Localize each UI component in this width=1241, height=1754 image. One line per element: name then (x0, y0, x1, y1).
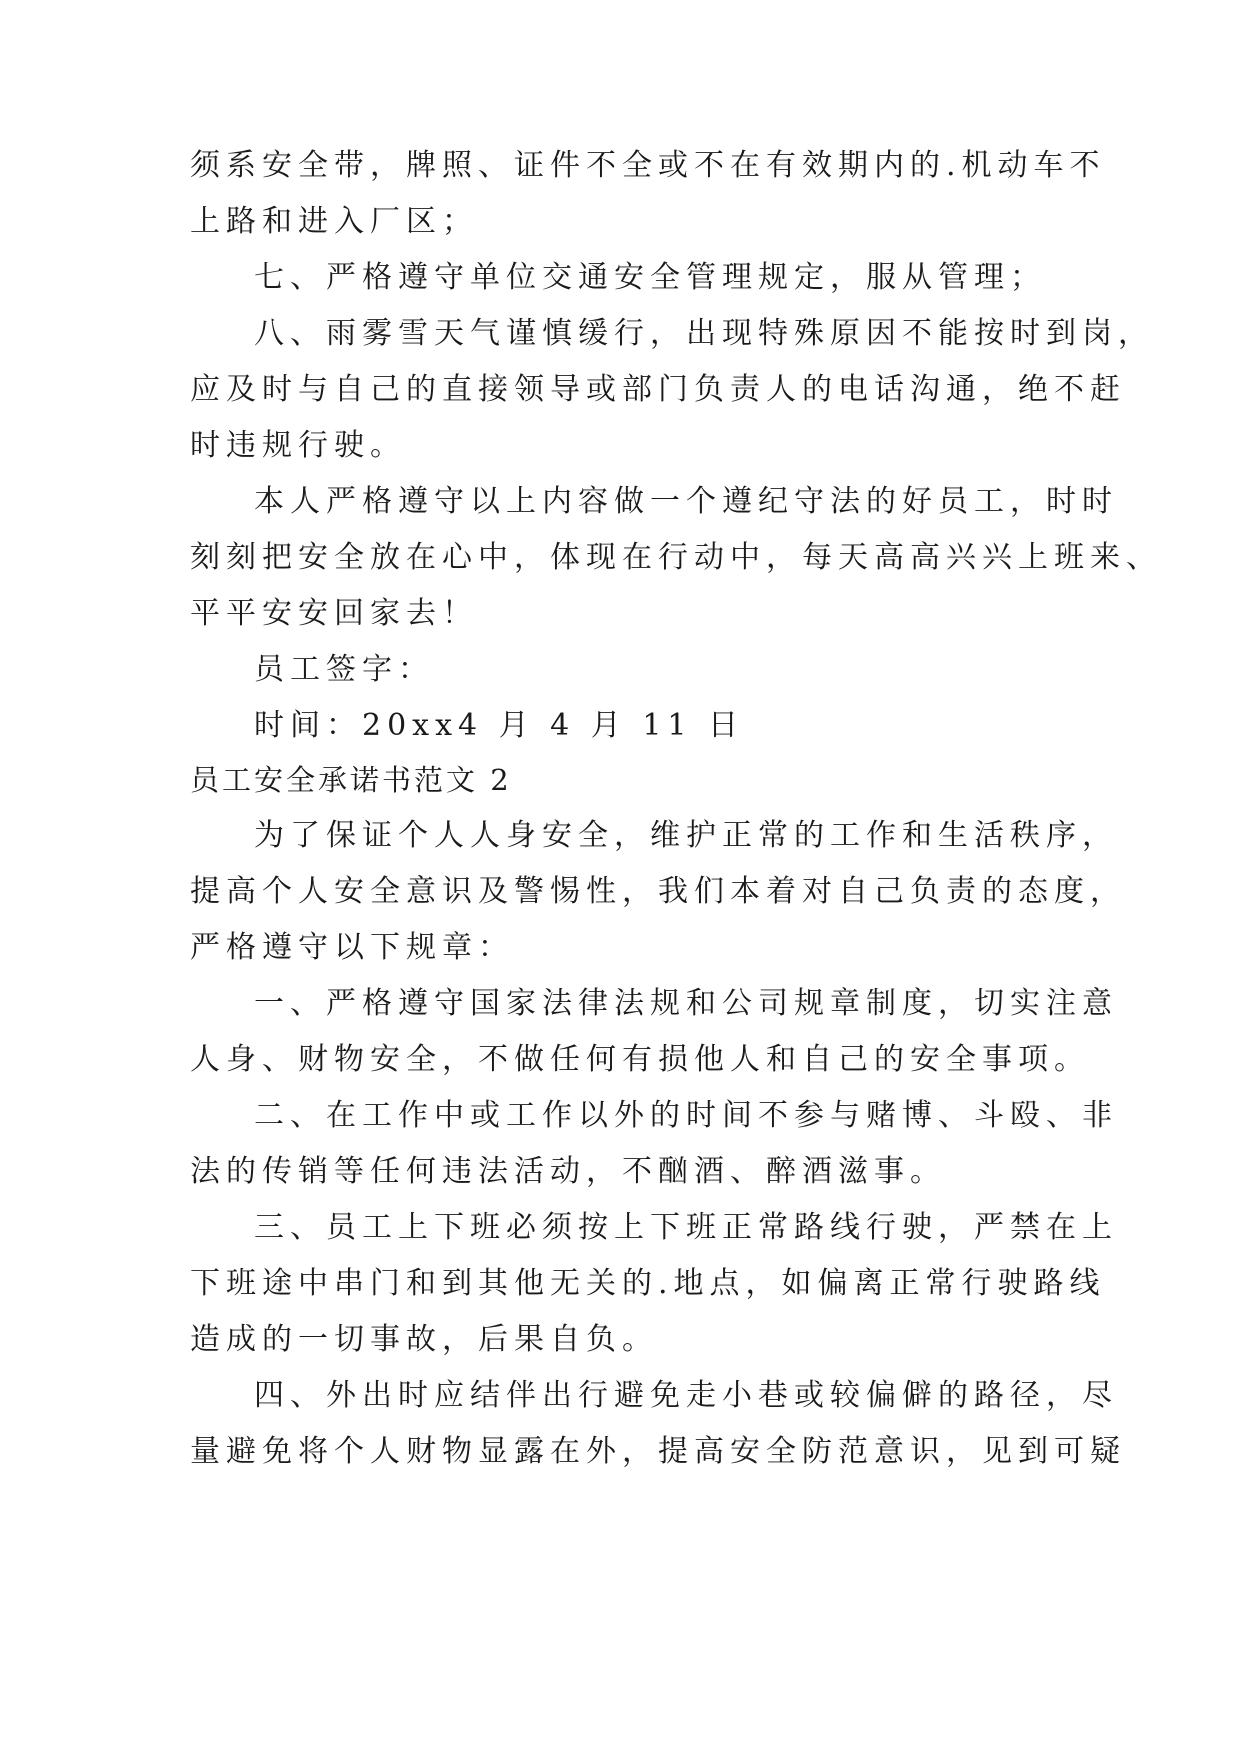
text-line: 为了保证个人人身安全，维护正常的工作和生活秩序， (254, 818, 1118, 853)
text-line: 下班途中串门和到其他无关的.地点，如偏离正常行驶路线 (190, 1266, 1106, 1301)
text-line: 严格遵守以下规章： (190, 930, 514, 965)
text-line: 造成的一切事故，后果自负。 (190, 1322, 658, 1357)
text-line: 八、雨雾雪天气谨慎缓行，出现特殊原因不能按时到岗， (254, 316, 1154, 351)
text-line: 法的传销等任何违法活动，不酗酒、醉酒滋事。 (190, 1154, 946, 1189)
text-line: 时违规行驶。 (190, 428, 406, 463)
text-line: 应及时与自己的直接领导或部门负责人的电话沟通，绝不赶 (190, 372, 1126, 407)
text-line: 平平安安回家去！ (190, 596, 478, 631)
text-line: 二、在工作中或工作以外的时间不参与赌博、斗殴、非 (254, 1098, 1118, 1133)
date-line: 时间：20xx4 月 4 月 11 日 (254, 708, 745, 743)
text-line: 七、严格遵守单位交通安全管理规定，服从管理； (254, 260, 1046, 295)
section-heading: 员工安全承诺书范文 2 (190, 763, 512, 797)
text-line: 本人严格遵守以上内容做一个遵纪守法的好员工，时时 (254, 484, 1118, 519)
text-line: 刻刻把安全放在心中，体现在行动中，每天高高兴兴上班来、 (190, 540, 1162, 575)
text-line: 上路和进入厂区； (190, 204, 478, 239)
signature-label: 员工签字： (254, 652, 434, 687)
text-line: 四、外出时应结伴出行避免走小巷或较偏僻的路径，尽 (254, 1378, 1118, 1413)
text-line: 人身、财物安全，不做任何有损他人和自己的安全事项。 (190, 1042, 1090, 1077)
text-line: 提高个人安全意识及警惕性，我们本着对自己负责的态度， (190, 874, 1126, 909)
text-line: 须系安全带，牌照、证件不全或不在有效期内的.机动车不 (190, 148, 1106, 183)
text-line: 一、严格遵守国家法律法规和公司规章制度，切实注意 (254, 986, 1118, 1021)
text-line: 量避免将个人财物显露在外，提高安全防范意识，见到可疑 (190, 1434, 1126, 1469)
text-line: 三、员工上下班必须按上下班正常路线行驶，严禁在上 (254, 1210, 1118, 1245)
